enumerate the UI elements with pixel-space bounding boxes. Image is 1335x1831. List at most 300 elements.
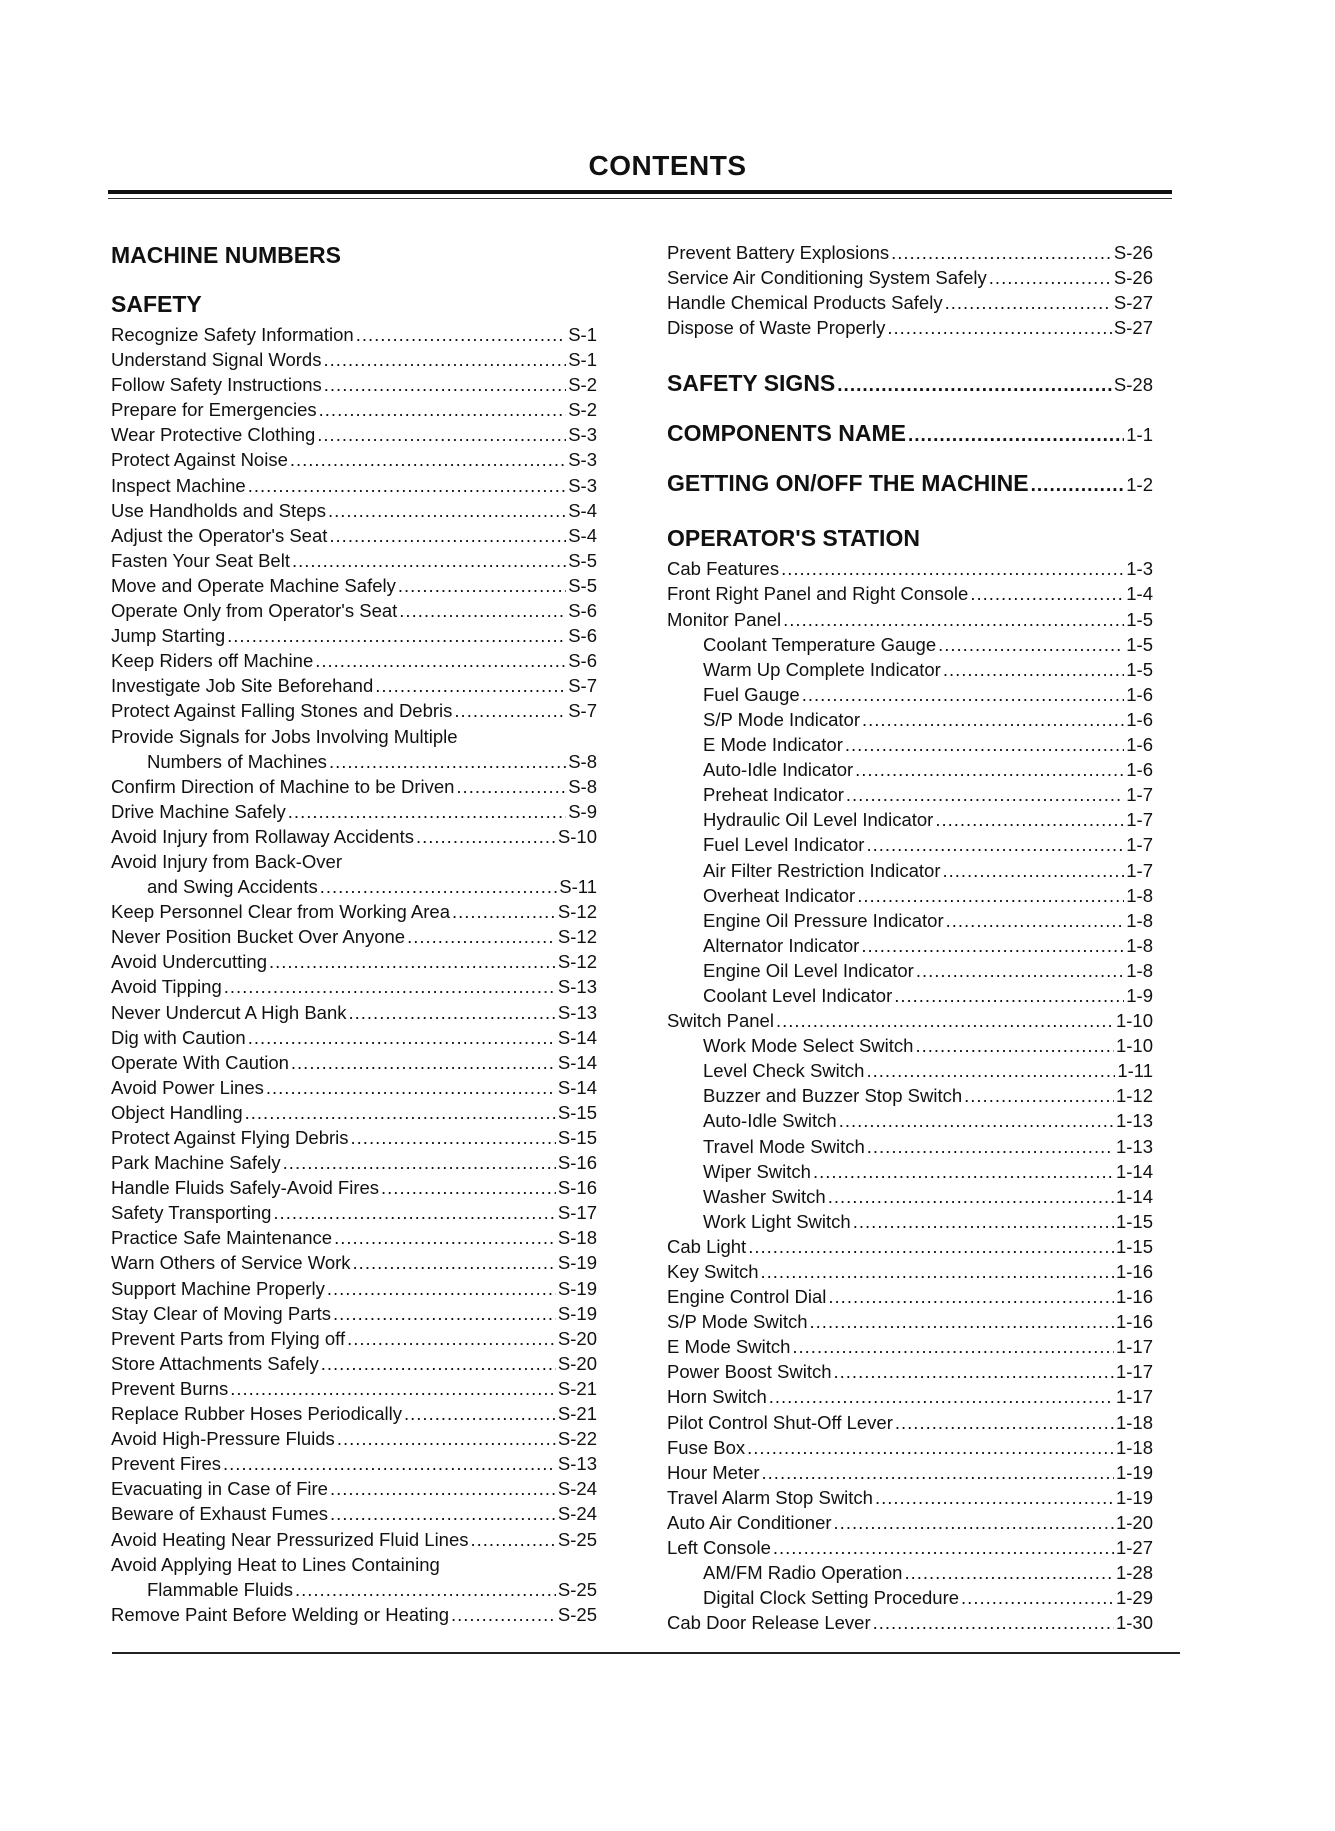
dot-leader [916,958,1124,983]
dot-leader [375,673,566,698]
dot-leader [329,749,566,774]
dot-leader [945,290,1112,315]
dot-leader [747,1435,1114,1460]
toc-entry[interactable] [111,974,597,999]
entry-title: Replace Rubber Hoses Periodically [111,1403,403,1425]
page-number: 1-7 [1126,809,1153,831]
entry-title: Engine Control Dial [667,1286,827,1308]
toc-subentry[interactable] [667,1560,1153,1585]
toc-entry[interactable] [667,1535,1153,1560]
dot-leader [895,1410,1114,1435]
entry-title: Adjust the Operator's Seat [111,524,328,546]
page-number: 1-15 [1115,1235,1153,1257]
dot-leader [315,648,566,673]
entry-title: Prevent Parts from Flying off [111,1327,346,1349]
toc-subentry[interactable] [667,958,1153,983]
dot-leader [416,824,556,849]
entry-title: Dig with Caution [111,1026,246,1048]
title-rule-thick [108,190,1172,194]
page-number: 1-18 [1115,1411,1153,1433]
toc-entry[interactable] [111,1075,597,1100]
entry-title: Wear Protective Clothing [111,424,316,446]
entry-title: AM/FM Radio Operation [703,1562,903,1584]
toc-entry[interactable] [111,1150,597,1175]
page-number: 1-17 [1115,1386,1153,1408]
page-number: S-12 [557,901,597,923]
toc-entry[interactable] [667,1460,1153,1485]
entry-title: Overheat Indicator [703,884,856,906]
entry-title: Stay Clear of Moving Parts [111,1302,332,1324]
page-number: 1-1 [1126,424,1153,446]
toc-entry[interactable] [111,1401,597,1426]
dot-leader [894,983,1124,1008]
dot-leader [828,1284,1114,1309]
dot-leader [351,1125,556,1150]
entry-title: Handle Fluids Safely-Avoid Fires [111,1177,380,1199]
entry-title: Operate Only from Operator's Seat [111,600,398,622]
entry-title: S/P Mode Switch [667,1311,808,1333]
entry-title: Fuel Level Indicator [703,834,865,856]
page-number: S-11 [559,876,597,898]
toc-subentry[interactable] [667,883,1153,908]
toc-entry[interactable] [111,899,597,924]
toc-subentry[interactable] [667,1585,1153,1610]
dot-leader [399,598,566,623]
dot-leader [266,1075,556,1100]
toc-entry[interactable] [667,1435,1153,1460]
toc-entry[interactable] [667,240,1153,265]
entry-title: Investigate Job Site Beforehand [111,675,374,697]
toc-entry[interactable] [111,473,597,498]
toc-entry[interactable] [111,372,597,397]
dot-leader [323,347,566,372]
entry-title: Avoid Heating Near Pressurized Fluid Lines [111,1528,469,1550]
entry-title: Avoid Injury from Rollaway Accidents [111,825,414,847]
toc-entry[interactable] [111,774,597,799]
entry-title: E Mode Indicator [703,734,843,756]
toc-entry[interactable] [111,749,597,774]
toc-entry[interactable] [111,1527,597,1552]
page-number: 1-8 [1126,909,1153,931]
toc-subentry[interactable] [667,757,1153,782]
dot-leader [452,899,556,924]
page-number: S-16 [557,1152,597,1174]
toc-entry[interactable] [111,1552,597,1577]
entry-title: Store Attachments Safely [111,1352,319,1374]
entry-title: Fasten Your Seat Belt [111,549,290,571]
toc-subentry[interactable] [667,1209,1153,1234]
toc-subentry[interactable] [667,1184,1153,1209]
page-number: S-24 [557,1478,597,1500]
entry-title: Wiper Switch [703,1160,811,1182]
dot-leader [269,949,556,974]
section-title: COMPONENTS NAME [667,420,906,447]
toc-entry[interactable] [667,1234,1153,1259]
toc-entry[interactable] [111,1301,597,1326]
dot-leader [330,1501,556,1526]
dot-leader [853,1209,1114,1234]
toc-entry[interactable] [111,1451,597,1476]
page-number: 1-20 [1115,1511,1153,1533]
page-number: 1-10 [1115,1010,1153,1032]
dot-leader [295,1577,556,1602]
toc-entry[interactable] [667,1410,1153,1435]
page-number: S-15 [557,1101,597,1123]
entry-title: Recognize Safety Information [111,324,354,345]
toc-entry[interactable] [111,548,597,573]
dot-leader [761,1259,1114,1284]
entry-title: Engine Oil Pressure Indicator [703,909,944,931]
dot-leader [942,858,1124,883]
toc-entry[interactable] [111,1225,597,1250]
toc-subentry[interactable] [667,832,1153,857]
dot-leader [845,732,1124,757]
page-number: S-1 [568,349,597,371]
dot-leader [875,1485,1114,1510]
dot-leader [762,1460,1114,1485]
entry-title: Beware of Exhaust Fumes [111,1503,328,1525]
toc-entry[interactable] [667,1359,1153,1384]
entry-title: Remove Paint Before Welding or Heating [111,1603,449,1625]
entry-title: Cab Light [667,1235,747,1257]
entry-title: Handle Chemical Products Safely [667,292,943,314]
page-number: S-13 [557,1001,597,1023]
toc-entry[interactable] [111,1250,597,1275]
page-number: 1-6 [1126,708,1153,730]
page-number: 1-10 [1115,1035,1153,1057]
page-number: S-7 [568,700,597,722]
toc-subentry[interactable] [667,1134,1153,1159]
toc-entry[interactable] [111,824,597,849]
toc-subentry[interactable] [667,1033,1153,1058]
dot-leader [904,1560,1114,1585]
toc-subentry[interactable] [667,782,1153,807]
section-title: SAFETY [111,291,202,317]
entry-title: Avoid Undercutting [111,951,267,973]
toc-entry[interactable] [111,1326,597,1351]
page-number: 1-18 [1115,1436,1153,1458]
page-number: S-12 [557,926,597,948]
toc-entry[interactable] [111,447,597,472]
page-number: S-19 [557,1302,597,1324]
entry-title: Follow Safety Instructions [111,374,322,396]
toc-entry[interactable] [667,581,1153,606]
dot-leader [245,1100,556,1125]
dot-leader [454,698,566,723]
dot-leader [319,397,567,422]
entry-title: Protect Against Noise [111,449,288,471]
page-number: 1-8 [1126,934,1153,956]
page-number: S-19 [557,1252,597,1274]
section-safety-signs[interactable] [667,358,1153,408]
toc-subentry[interactable] [667,707,1153,732]
page-number: S-14 [557,1051,597,1073]
entry-title: Front Right Panel and Right Console [667,583,969,605]
entry-title: Hydraulic Oil Level Indicator [703,809,934,831]
toc-entry[interactable] [667,1485,1153,1510]
entry-title: Buzzer and Buzzer Stop Switch [703,1085,963,1107]
page-number: S-8 [568,750,597,772]
toc-entry[interactable] [667,1334,1153,1359]
entry-title: Work Light Switch [703,1210,851,1232]
dot-leader [776,1008,1114,1033]
entry-title: Fuel Gauge [703,683,800,705]
page-number: S-10 [557,825,597,847]
dot-leader [783,607,1124,632]
entry-title: Engine Oil Level Indicator [703,959,914,981]
dot-leader [456,774,566,799]
toc-entry[interactable] [111,1577,597,1602]
entry-title: Object Handling [111,1101,243,1123]
toc-subentry[interactable] [667,983,1153,1008]
dot-leader [915,1033,1114,1058]
entry-title: Avoid Tipping [111,976,222,998]
toc-entry[interactable] [111,1100,597,1125]
entry-title: Washer Switch [703,1185,826,1207]
entry-title: Horn Switch [667,1386,767,1408]
toc-entry[interactable] [667,290,1153,315]
dot-leader [291,1050,556,1075]
toc-entry[interactable] [111,949,597,974]
toc-entry[interactable] [111,598,597,623]
toc-entry[interactable] [111,498,597,523]
page-number: S-7 [568,675,597,697]
page-number: 1-16 [1115,1311,1153,1333]
page-number: S-12 [557,951,597,973]
toc-entry[interactable] [111,422,597,447]
toc-entry[interactable] [111,1050,597,1075]
dot-leader [813,1159,1114,1184]
section-title: SAFETY SIGNS [667,370,836,397]
entry-title: Preheat Indicator [703,784,844,806]
toc-entry[interactable] [111,924,597,949]
toc-subentry[interactable] [667,732,1153,757]
dot-leader [349,1000,556,1025]
toc-entry[interactable] [111,874,597,899]
toc-subentry[interactable] [667,682,1153,707]
entry-title: Move and Operate Machine Safely [111,574,396,596]
page-number: S-25 [557,1578,597,1600]
toc-entry[interactable] [111,1426,597,1451]
toc-entry[interactable] [111,1200,597,1225]
entry-title: Fuse Box [667,1436,746,1458]
dot-leader [970,581,1124,606]
entry-title: Cab Features [667,558,780,580]
toc-entry[interactable] [111,849,597,874]
toc-entry[interactable] [667,1259,1153,1284]
toc-entry[interactable] [111,1125,597,1150]
entry-title: Provide Signals for Jobs Involving Multiple [111,725,458,747]
page-number: S-1 [568,324,597,345]
dot-leader [407,924,556,949]
entry-title: E Mode Switch [667,1336,791,1358]
toc-entry[interactable] [667,556,1153,581]
toc-subentry[interactable] [667,858,1153,883]
toc-entry[interactable] [111,1025,597,1050]
toc-entry[interactable] [111,573,597,598]
page-number: S-26 [1113,267,1153,289]
entry-title: Practice Safe Maintenance [111,1227,333,1249]
toc-subentry[interactable] [667,933,1153,958]
page-number: S-2 [568,374,597,396]
page-number: 1-14 [1115,1160,1153,1182]
page-number: S-4 [568,499,597,521]
entry-title: Protect Against Flying Debris [111,1127,349,1148]
page-number: S-5 [568,574,597,596]
dot-leader [908,411,1124,461]
entry-title: Dispose of Waste Properly [667,317,886,339]
entry-title: Keep Personnel Clear from Working Area [111,901,450,923]
dot-leader [381,1175,556,1200]
toc-entry[interactable] [667,1384,1153,1409]
page-number: 1-19 [1115,1461,1153,1483]
toc-entry[interactable] [111,724,597,749]
toc-entry[interactable] [111,322,597,347]
safety-continued-list [667,240,1153,340]
dot-leader [273,1200,556,1225]
entry-title: Understand Signal Words [111,349,322,371]
dot-leader [327,1276,556,1301]
entry-title: Numbers of Machines [147,750,327,772]
toc-entry[interactable] [111,347,597,372]
entry-title: Avoid High-Pressure Fluids [111,1428,335,1450]
toc-entry[interactable] [111,799,597,824]
entry-title: S/P Mode Indicator [703,708,860,730]
section-machine-numbers[interactable] [111,240,597,270]
title-rule-thin [108,198,1172,199]
entry-title: Alternator Indicator [703,934,860,956]
toc-subentry[interactable] [667,908,1153,933]
entry-title: Warm Up Complete Indicator [703,658,941,680]
section-safety[interactable] [111,286,597,322]
dot-leader [324,372,566,397]
dot-leader [333,1301,556,1326]
toc-subentry[interactable] [667,1108,1153,1133]
dot-leader [330,1476,556,1501]
page-number: S-2 [568,399,597,421]
dot-leader [862,707,1124,732]
section-getting-on-off[interactable] [667,458,1153,508]
toc-entry[interactable] [111,523,597,548]
toc-subentry[interactable] [667,1159,1153,1184]
entry-title: Air Filter Restriction Indicator [703,859,941,881]
toc-entry[interactable] [111,397,597,422]
toc-entry[interactable] [111,698,597,723]
toc-subentry[interactable] [667,1083,1153,1108]
bottom-rule [112,1652,1180,1654]
page-number: S-5 [568,549,597,571]
entry-title: Work Mode Select Switch [703,1035,914,1057]
dot-leader [248,473,566,498]
page-number: S-13 [557,976,597,998]
dot-leader [337,1426,556,1451]
dot-leader [223,1451,556,1476]
page-number: S-25 [557,1528,597,1550]
toc-entry[interactable] [667,1309,1153,1334]
entry-title: Park Machine Safely [111,1152,281,1174]
page-number: S-15 [557,1127,597,1148]
toc-entry[interactable] [111,1602,597,1627]
toc-entry[interactable] [667,1008,1153,1033]
section-operators-station[interactable] [667,520,1153,556]
page-number: 1-6 [1126,734,1153,756]
entry-title: Coolant Level Indicator [703,984,893,1006]
page-number: S-28 [1113,374,1153,396]
page-number: 1-8 [1126,959,1153,981]
toc-subentry[interactable] [667,807,1153,832]
page-number: S-21 [557,1377,597,1399]
dot-leader [347,1326,556,1351]
page-number: S-4 [568,524,597,546]
dot-leader [292,548,566,573]
dot-leader [283,1150,556,1175]
toc-entry[interactable] [667,1284,1153,1309]
section-title: GETTING ON/OFF THE MACHINE [667,470,1029,497]
toc-entry[interactable] [111,1501,597,1526]
toc-entry[interactable] [111,1175,597,1200]
page-number: S-3 [568,474,597,496]
page-number: 1-6 [1126,683,1153,705]
toc-entry[interactable] [111,1000,597,1025]
entry-title: Avoid Applying Heat to Lines Containing [111,1553,440,1575]
toc-entry[interactable] [111,1376,597,1401]
entry-title: Evacuating in Case of Fire [111,1478,328,1500]
dot-leader [855,757,1124,782]
page-number: 1-30 [1115,1612,1153,1634]
entry-title: Switch Panel [667,1010,774,1032]
dot-leader [321,1351,556,1376]
dot-leader [320,874,558,899]
dot-leader [224,974,556,999]
dot-leader [961,1585,1114,1610]
page-number: S-26 [1113,242,1153,263]
toc-subentry[interactable] [667,1058,1153,1083]
page-number: 1-16 [1115,1261,1153,1282]
toc-entry[interactable] [111,1276,597,1301]
entry-title: Auto-Idle Indicator [703,759,854,781]
section-components-name[interactable] [667,408,1153,458]
toc-subentry[interactable] [667,632,1153,657]
entry-title: Travel Alarm Stop Switch [667,1486,873,1508]
page-number: S-22 [557,1428,597,1450]
dot-leader [227,623,566,648]
page-number: 1-8 [1126,884,1153,906]
dot-leader [834,1510,1114,1535]
toc-entry[interactable] [667,607,1153,632]
dot-leader [873,1610,1114,1635]
toc-entry[interactable] [111,623,597,648]
dot-leader [404,1401,556,1426]
dot-leader [288,799,566,824]
toc-subentry[interactable] [667,657,1153,682]
page-number: 1-27 [1115,1537,1153,1559]
toc-entry[interactable] [667,315,1153,340]
entry-title: Safety Transporting [111,1202,272,1224]
dot-leader [866,1058,1115,1083]
toc-entry[interactable] [667,265,1153,290]
dot-leader [867,1134,1114,1159]
toc-entry[interactable] [667,1610,1153,1635]
toc-entry[interactable] [111,673,597,698]
page-number: 1-5 [1126,633,1153,655]
toc-entry[interactable] [667,1510,1153,1535]
toc-entry[interactable] [111,1476,597,1501]
entry-title: Prevent Battery Explosions [667,242,890,263]
entry-title: Prepare for Emergencies [111,399,317,421]
page-number: S-18 [557,1227,597,1249]
toc-entry[interactable] [111,1351,597,1376]
toc-entry[interactable] [111,648,597,673]
